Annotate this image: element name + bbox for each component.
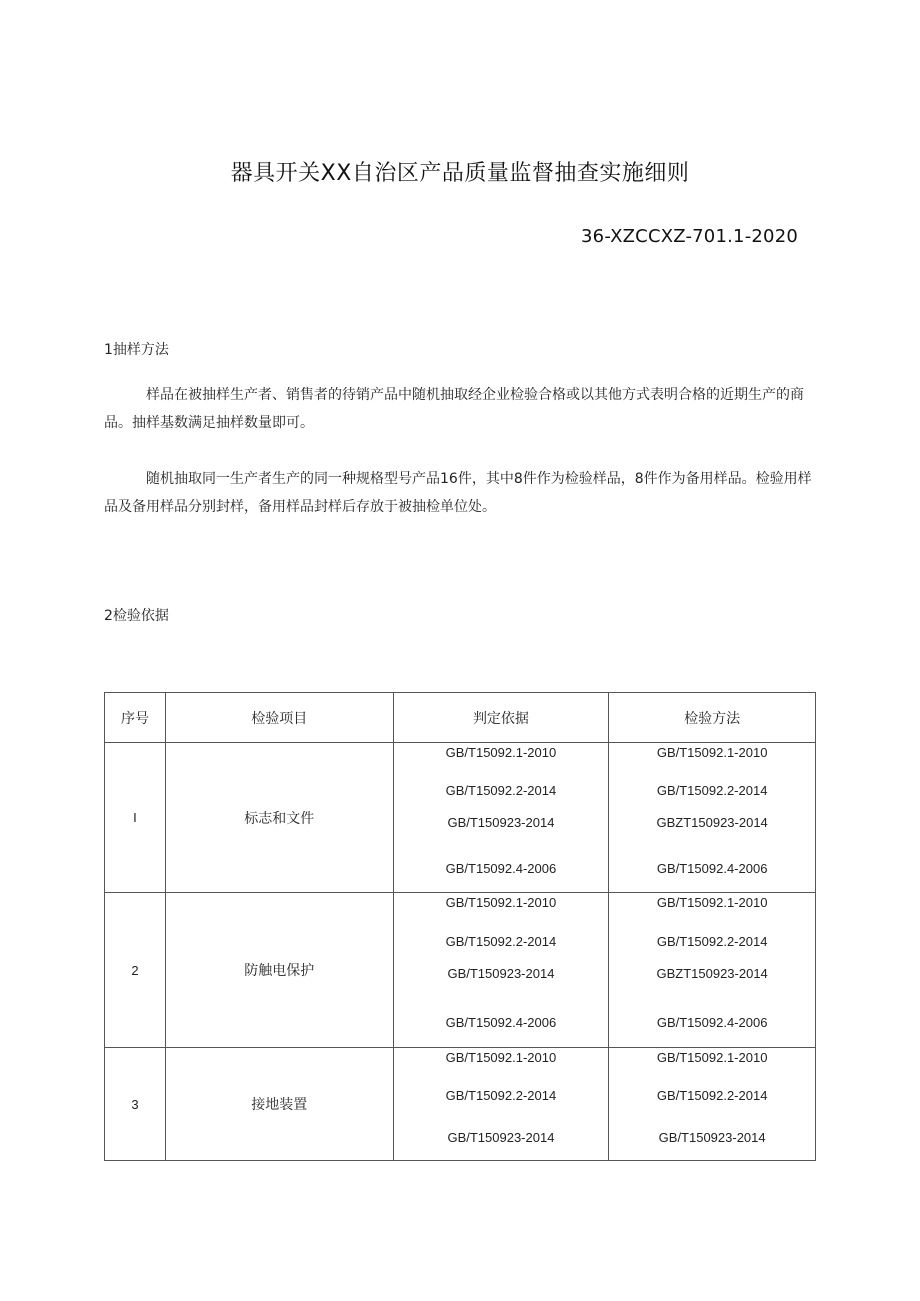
- table-row: [105, 743, 816, 893]
- basis-standard: GB/T15092.2-2014: [445, 1088, 557, 1103]
- basis-standard: GB/T150923-2014: [447, 966, 555, 981]
- row-item: 接地装置: [165, 1048, 393, 1161]
- row-basis: [393, 743, 609, 893]
- basis-standard: GB/T15092.4-2006: [445, 1015, 557, 1030]
- row-item: 防触电保护: [165, 893, 393, 1048]
- row-method: [609, 893, 816, 1048]
- table-row: [105, 893, 816, 1048]
- inspection-table: [104, 692, 816, 1161]
- method-standard: GBZT150923-2014: [656, 966, 768, 981]
- section-heading-basis: 2检验依据: [104, 608, 169, 624]
- method-standard: GB/T15092.4-2006: [656, 1015, 768, 1030]
- row-basis: [393, 893, 609, 1048]
- basis-standard: GB/T15092.1-2010: [445, 895, 557, 910]
- method-standard: GB/T15092.4-2006: [656, 861, 768, 876]
- basis-standard: GB/T150923-2014: [447, 1130, 555, 1145]
- header-item: 检验项目: [165, 693, 393, 743]
- method-standard: GB/T150923-2014: [658, 1130, 766, 1145]
- basis-standard: GB/T15092.4-2006: [445, 861, 557, 876]
- table-header-row: [105, 693, 816, 743]
- method-standard: GB/T15092.1-2010: [656, 1050, 768, 1065]
- row-method: [609, 743, 816, 893]
- method-standard: GB/T15092.2-2014: [656, 783, 768, 798]
- method-standard: GB/T15092.2-2014: [656, 1088, 768, 1103]
- section-heading-sampling: 1抽样方法: [104, 342, 169, 358]
- row-seq: I: [105, 743, 166, 893]
- method-standard: GB/T15092.1-2010: [656, 745, 768, 760]
- method-standard: GBZT150923-2014: [656, 815, 768, 830]
- sampling-paragraph-2: 随机抽取同一生产者生产的同一种规格型号产品16件，其中8件作为检验样品，8件作为备用样品。检验用样品及备用样品分别封样，备用样品封样后存放于被抽检单位处。: [104, 471, 812, 515]
- sampling-paragraph-1: 样品在被抽样生产者、销售者的待销产品中随机抽取经企业检验合格或以其他方式表明合格的近期生产的商品。抽样基数满足抽样数量即可。: [104, 387, 804, 431]
- method-standard: GB/T15092.1-2010: [656, 895, 768, 910]
- method-standard: GB/T15092.2-2014: [656, 934, 768, 949]
- row-basis: [393, 1048, 609, 1161]
- header-seq: 序号: [105, 693, 166, 743]
- basis-standard: GB/T15092.1-2010: [445, 1050, 557, 1065]
- row-seq: 2: [105, 893, 166, 1048]
- header-method: 检验方法: [609, 693, 816, 743]
- row-seq: 3: [105, 1048, 166, 1161]
- basis-standard: GB/T15092.2-2014: [445, 783, 557, 798]
- basis-standard: GB/T15092.2-2014: [445, 934, 557, 949]
- basis-standard: GB/T150923-2014: [447, 815, 555, 830]
- document-title: 器具开关XX自治区产品质量监督抽查实施细则: [230, 161, 690, 186]
- header-basis: 判定依据: [393, 693, 609, 743]
- table-row: [105, 1048, 816, 1161]
- row-method: [609, 1048, 816, 1161]
- row-item: 标志和文件: [165, 743, 393, 893]
- document-number: 36-XZCCXZ-701.1-2020: [581, 226, 798, 247]
- basis-standard: GB/T15092.1-2010: [445, 745, 557, 760]
